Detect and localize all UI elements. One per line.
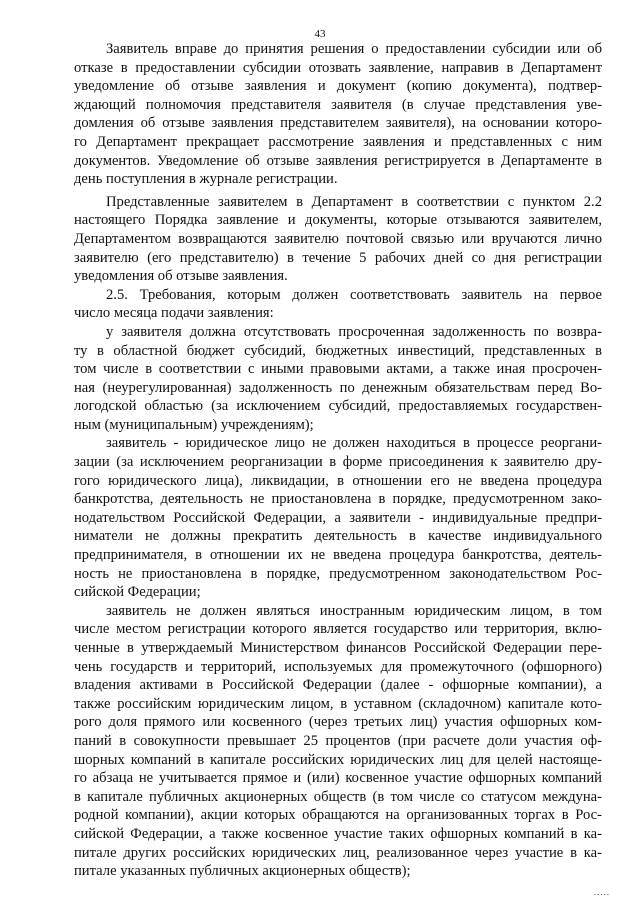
text-line: родной компании), акции которых обращаются на организованных торгах в Рос- xyxy=(74,807,602,824)
text-line: Заявитель вправе до принятия решения о предоставлении субсидии или об xyxy=(106,41,602,57)
text-line: го Департамент прекращает рассмотрение заявления и представленных с ним xyxy=(74,133,602,150)
text-line: Представленные заявителем в Департамент в соответствии с пунктом 2.2 xyxy=(106,193,602,210)
text-line: питале других российских юридических лиц, реализованное через участие в ка- xyxy=(74,844,602,861)
text-line: числе местом регистрации которого является государство или территория, вклю- xyxy=(74,621,602,638)
text-line: рого доля прямого или косвенного (через третьих лиц) участия офшорных ком- xyxy=(74,714,602,731)
text-line: у заявителя должна отсутствовать просроченная задолженность по возвра- xyxy=(106,323,602,340)
text-line: предпринимателя, в отношении их не введена процедура банкротства, деятель- xyxy=(74,547,602,564)
text-line: домления об отзыве заявления представителем заявителя), на основании которо- xyxy=(74,115,602,132)
text-line: заявителю (его представителю) в течение 5 рабочих дней со дня регистрации xyxy=(74,249,602,266)
text-line: зации (за исключением реорганизации в форме присоединения к заявителю дру- xyxy=(74,454,602,471)
text-line: ждающий полномочия представителя заявителя (в случае представления уве- xyxy=(74,96,602,113)
text-line: шорных компаний в капитале российских юридических лиц для целей настояще- xyxy=(74,751,602,768)
text-line: день поступления в журнале регистрации. xyxy=(74,171,338,188)
text-line: сийской Федерации, а также косвенное участие таких офшорных компаний в ка- xyxy=(74,825,602,842)
text-line: ность не приостановлена в порядке, предусмотренном законодательством Рос- xyxy=(74,565,602,582)
text-line: Департаментом возвращаются заявителю почтовой связью или вручаются лично xyxy=(74,230,602,247)
text-line: заявитель - юридическое лицо не должен находиться в процессе реоргани- xyxy=(106,435,602,452)
text-line: также российским юридическим лицом, в уставном (складочном) капитале кото- xyxy=(74,695,602,712)
text-line: логодской областью (за исключением субсидий, предоставляемых государствен- xyxy=(74,398,602,415)
text-line: ту в областной бюджет субсидий, бюджетных инвестиций, представленных в xyxy=(74,342,602,359)
text-line: банкротства, деятельность не приостановлена в порядке, предусмотренном зако- xyxy=(74,491,602,508)
text-line: заявитель не должен являться иностранным юридическим лицом, в том xyxy=(106,602,602,619)
text-line: ченные в утверждаемый Министерством финансов Российской Федерации пере- xyxy=(74,640,602,656)
text-line: го абзаца не учитывается прямое и (или) косвенное участие офшорных компаний xyxy=(74,770,602,787)
text-line: уведомления об отзыве заявления. xyxy=(74,268,288,285)
text-line: владения активами в Российской Федерации (далее - офшорные компании), а xyxy=(74,677,602,694)
text-line: в капитале публичных акционерных обществ (в том числе со статусом междуна- xyxy=(74,788,602,805)
text-line: настоящего Порядка заявление и документы, которые отзываются заявителем, xyxy=(74,212,602,229)
text-line: число месяца подачи заявления: xyxy=(74,305,274,322)
text-line: гого юридического лица), ликвидации, в отношении его не введена процедура xyxy=(74,472,602,489)
text-line: чень государств и территорий, используемых для промежуточного (офшорного) xyxy=(74,658,602,675)
text-line: сийской Федерации; xyxy=(74,584,201,601)
document-body xyxy=(74,40,602,881)
text-line: ная (неурегулированная) задолженность по денежным обязательствам перед Во- xyxy=(74,379,602,396)
text-line: питале указанных публичных акционерных обществ); xyxy=(74,863,411,880)
text-line: нодательством Российской Федерации, а заявители - индивидуальные предпри- xyxy=(74,509,602,526)
text-line: паний в совокупности превышает 25 процентов (при расчете доли участия оф- xyxy=(74,732,602,749)
text-line: документов. Уведомление об отзыве заявления регистрируется в Департаменте в xyxy=(74,152,602,169)
text-line: ным (муниципальным) учреждениям); xyxy=(74,416,314,433)
footer-mark: ..... xyxy=(593,887,610,897)
text-line: том числе в соответствии с иными правовыми актами, а также иная просрочен- xyxy=(74,361,602,378)
text-line: уведомление об отзыве заявления и документ (копию документа), подтвер- xyxy=(74,78,602,95)
page-number: 43 xyxy=(314,28,326,40)
text-line: 2.5. Требования, которым должен соответствовать заявитель на первое xyxy=(106,286,602,303)
text-line: отказе в предоставлении субсидии отозвать заявление, направив в Департамент xyxy=(74,59,602,76)
text-line: ниматели не должны прекратить деятельность в качестве индивидуального xyxy=(74,528,602,545)
